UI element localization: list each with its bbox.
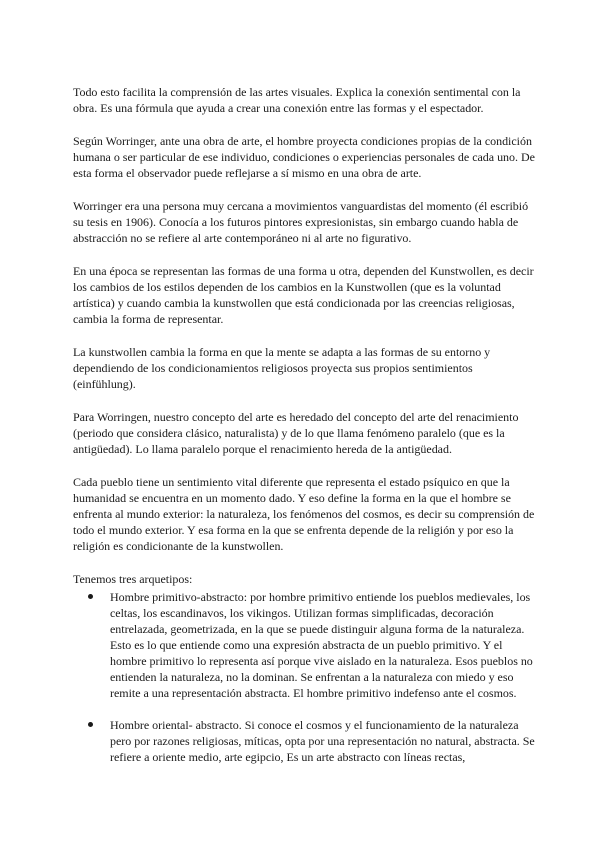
bullet-icon xyxy=(88,722,93,727)
paragraph-6: Para Worringen, nuestro concepto del arte es heredado del concepto del arte del renacimiento (periodo que considera clásico, naturalista) y de lo que llama fenómeno paralelo (que es la antigüedad). Lo llama paralelo porque el renacimiento hereda de la antigüedad. xyxy=(73,410,519,456)
archetype-list xyxy=(73,589,535,765)
list-intro: Tenemos tres arquetipos: xyxy=(73,572,193,586)
paragraph-2: Según Worringer, ante una obra de arte, el hombre proyecta condiciones propias de la condición humana o ser particular de ese individuo, condiciones o experiencias personales de cada uno. De esta forma el observador puede reflejarse a sí mismo en una obra de arte. xyxy=(73,134,535,180)
list-item-text: Hombre oriental- abstracto. Si conoce el cosmos y el funcionamiento de la naturaleza pero por razones religiosas, míticas, opta por una representación no natural, abstracta. Se refiere a oriente medio, arte egipcio, Es un arte abstracto con líneas rectas, xyxy=(110,718,535,764)
list-item xyxy=(73,589,535,701)
paragraph-3: Worringer era una persona muy cercana a movimientos vanguardistas del momento (él escribió su tesis en 1906). Conocía a los futuros pintores expresionistas, sin embargo cuando habla de abstracción no se refiere al arte contemporáneo ni al arte no figurativo. xyxy=(73,199,529,245)
document-body xyxy=(73,84,535,781)
paragraph-7: Cada pueblo tiene un sentimiento vital diferente que representa el estado psíquico en que la humanidad se encuentra en un momento dado. Y eso define la forma en la que el hombre se enfrenta al mundo exterior: la naturaleza, los fenómenos del cosmos, es decir su comprensión de todo el mundo exterior. Y esa forma en la que se enfrenta depende de la religión y por eso la religión es condicionante de la kunstwollen. xyxy=(73,475,535,553)
list-item xyxy=(73,717,535,765)
list-item-text: Hombre primitivo-abstracto: por hombre primitivo entiende los pueblos medievales, los celtas, los escandinavos, los vikingos. Utilizan formas simplificadas, decoración entrelazada, geometrizada, en la que se puede distinguir alguna forma de la naturaleza. Esto es lo que entiende como una expresión abstracta de un pueblo primitivo. Y el hombre primitivo lo representa así porque vive aislado en la naturaleza. Esos pueblos no entienden la naturaleza, no la dominan. Se enfrentan a la naturaleza con miedo y eso remite a una representación abstracta. El hombre primitivo indefenso ante el cosmos. xyxy=(110,590,533,700)
paragraph-4: En una época se representan las formas de una forma u otra, dependen del Kunstwollen, es decir los cambios de los estilos dependen de los cambios en la Kunstwollen (que es la voluntad artística) y cuando cambia la kunstwollen que está condicionada por las creencias religiosas, cambia la forma de representar. xyxy=(73,264,534,326)
bullet-icon xyxy=(88,594,93,599)
paragraph-1: Todo esto facilita la comprensión de las artes visuales. Explica la conexión sentimental con la obra. Es una fórmula que ayuda a crear una conexión entre las formas y el espectador. xyxy=(73,85,521,115)
paragraph-5: La kunstwollen cambia la forma en que la mente se adapta a las formas de su entorno y dependiendo de los condicionamientos religiosos proyecta sus propios sentimientos (einfühlung). xyxy=(73,345,491,391)
